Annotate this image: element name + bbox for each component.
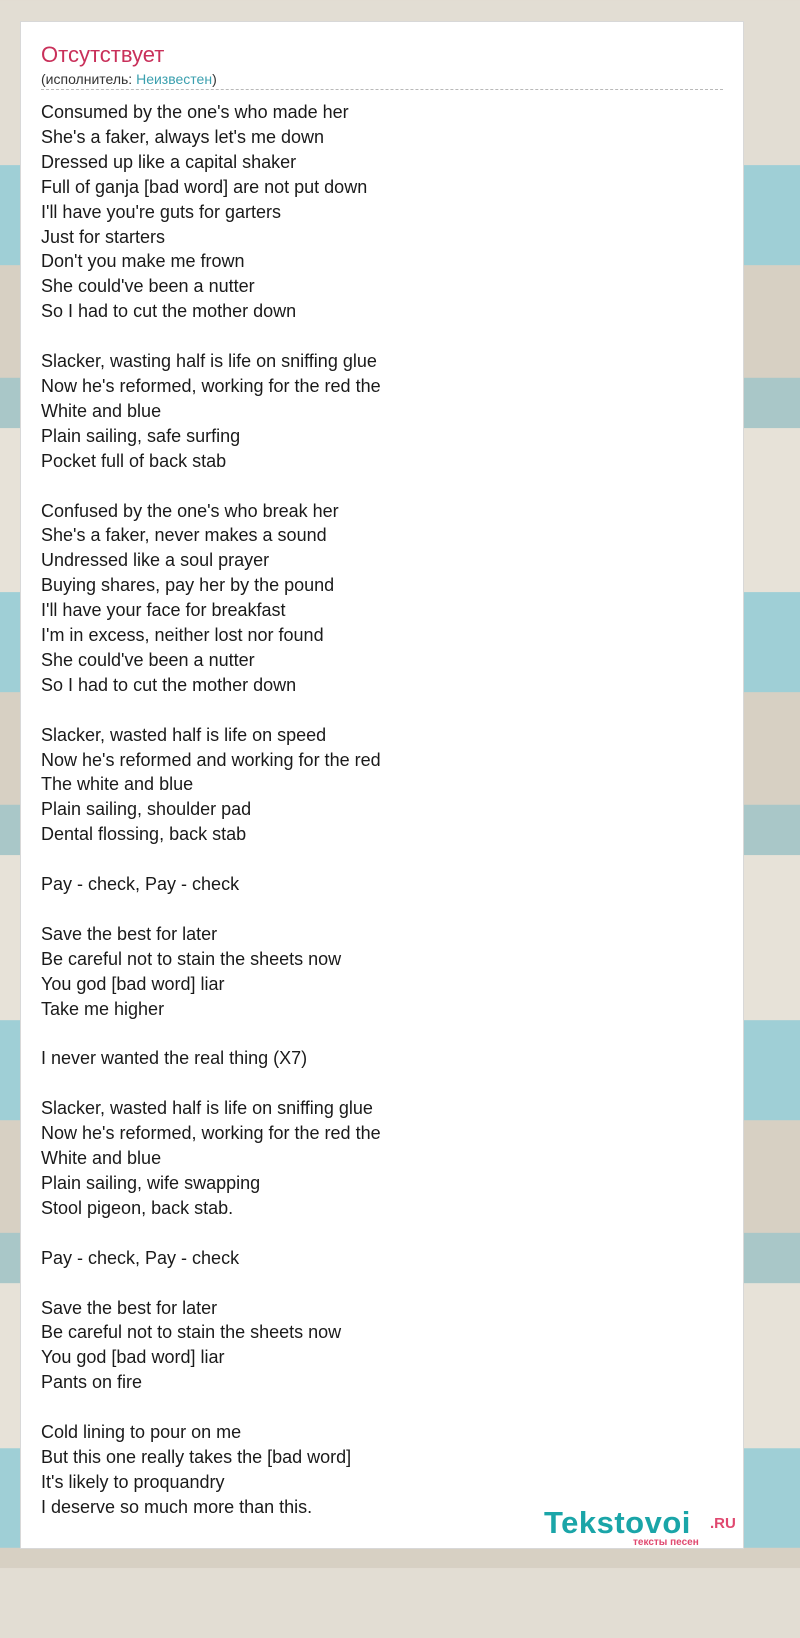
artist-suffix: ) [212, 71, 217, 87]
lyrics-card [20, 21, 744, 1549]
logo-main-text: Tekstovoi [544, 1505, 691, 1540]
song-title: Отсутствует [41, 42, 165, 67]
artist-line [41, 71, 217, 87]
artist-prefix: (исполнитель: [41, 71, 137, 87]
artist-link[interactable]: Неизвестен [136, 71, 213, 87]
logo-subtitle: тексты песен [633, 1537, 699, 1548]
lyrics-text: Consumed by the one's who made her She's a faker, always let's me down Dressed up like a capital shaker Full of ganja [bad word] are not put down I'll have you're guts for garters Just for starters Don't you make me frown She could've been a nutter So I had to cut the mother down Slacker, wasting half is life on sniffing glue Now he's reformed, working for the red the White and blue Plain sailing, safe surfing Pocket full of back stab Confused by the one's who break her She's a faker, never makes a sound Undressed like a soul prayer Buying shares, pay her by the pound I'll have your face for breakfast I'm in excess, neither lost nor found She could've been a nutter So I had to cut the mother down Slacker, wasted half is life on speed Now he's reformed and working for the red The white and blue Plain sailing, shoulder pad Dental flossing, back stab Pay - check, Pay - check Save the best for later Be careful not to stain the sheets now You god [bad word] liar Take me higher I never wanted the real thing (X7) Slacker, wasted half is life on sniffing glue Now he's reformed, working for the red the White and blue Plain sailing, wife swapping Stool pigeon, back stab. Pay - check, Pay - check Save the best for later Be careful not to stain the sheets now You god [bad word] liar Pants on fire Cold lining to pour on me But this one really takes the [bad word] It's likely to proquandry I deserve so much more than this. [41, 102, 381, 1517]
title-divider [41, 89, 723, 90]
site-logo[interactable] [544, 1506, 744, 1548]
logo-tld-text: .RU [710, 1515, 736, 1532]
